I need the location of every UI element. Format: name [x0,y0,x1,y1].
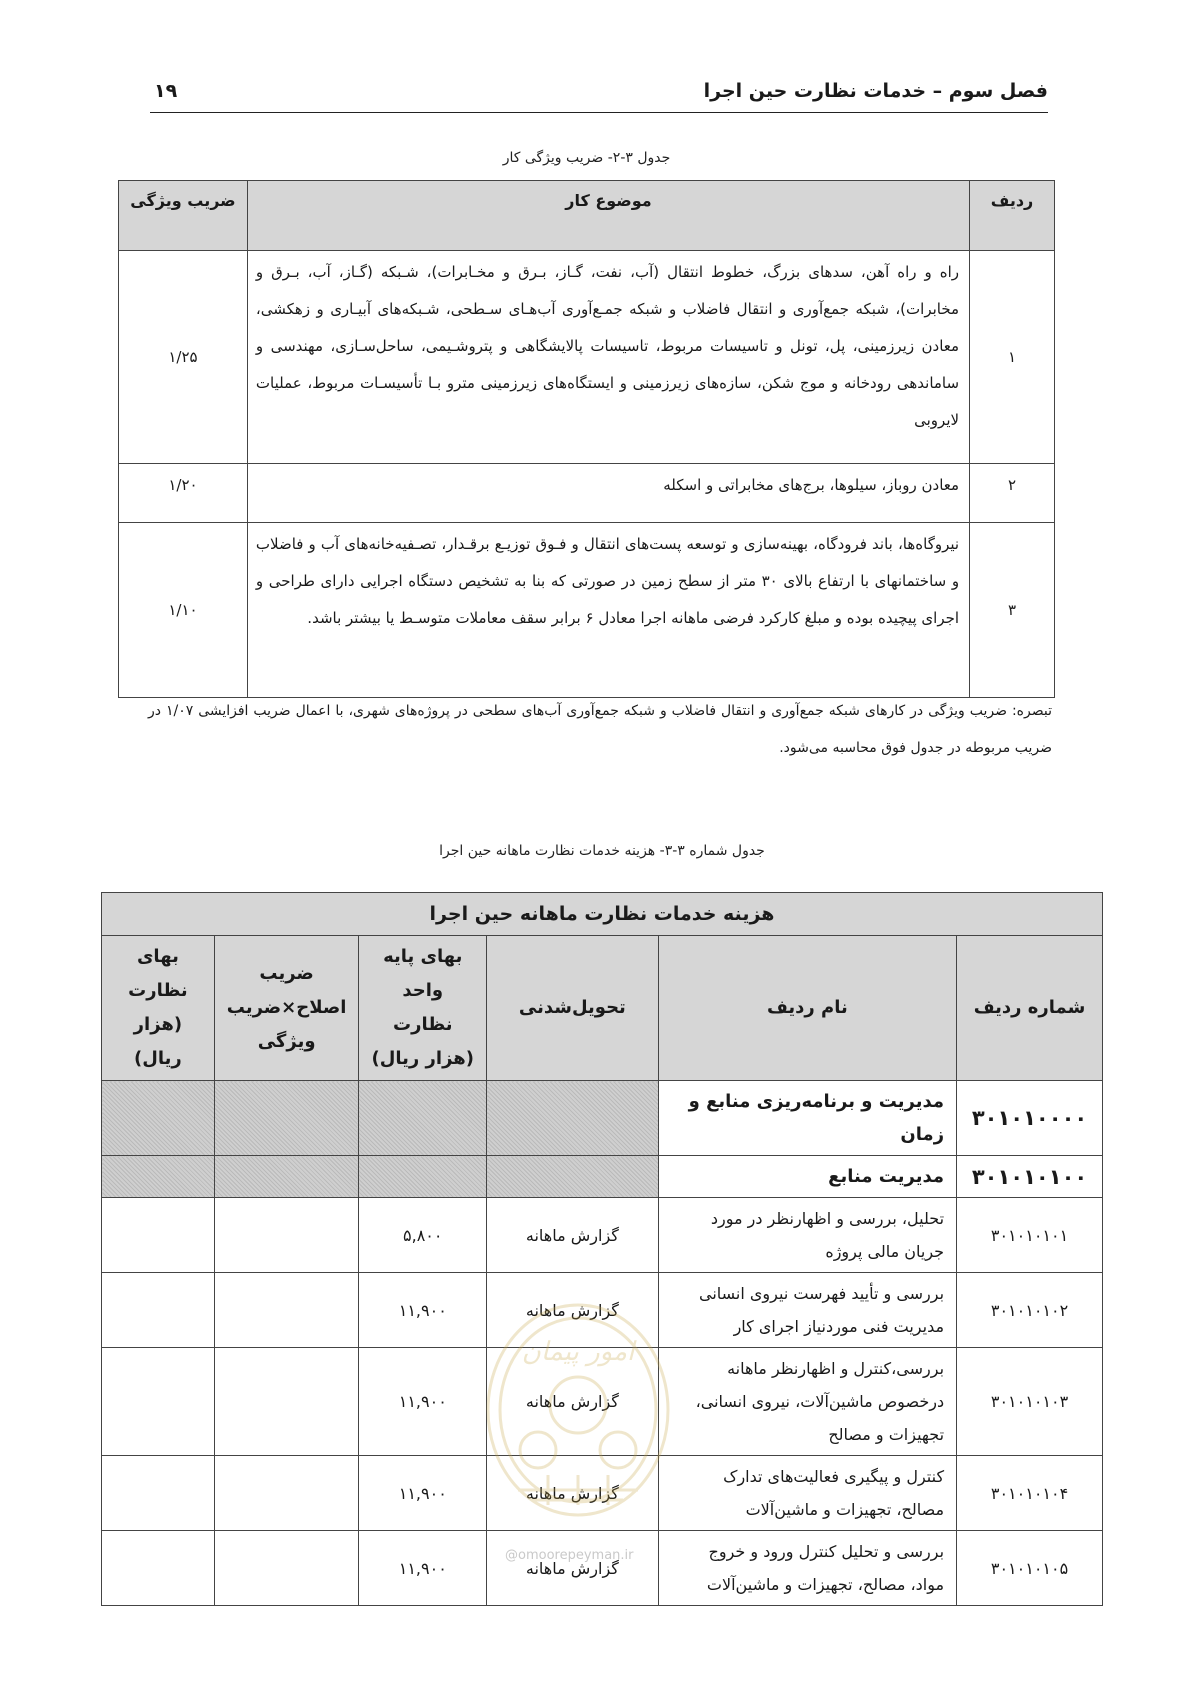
row-code: ۳۰۱۰۱۰۱۰۳ [957,1348,1103,1456]
row-number: ۲ [970,464,1055,523]
row-code: ۳۰۱۰۱۰۱۰۴ [957,1456,1103,1531]
header-row-number: ردیف [970,181,1055,251]
group-code: ۳۰۱۰۱۰۱۰۰ [957,1156,1103,1198]
row-factor [214,1348,359,1456]
row-code: ۳۰۱۰۱۰۱۰۱ [957,1198,1103,1273]
row-name: کنترل و پیگیری فعالیت‌های تدارک مصالح، تجهیزات و ماشین‌آلات [658,1456,956,1531]
row-price [102,1198,215,1273]
row-base-price: ۱۱,۹۰۰ [359,1456,487,1531]
row-name: تحلیل، بررسی و اظهارنظر در مورد جریان مالی پروژه [658,1198,956,1273]
row-deliverable: گزارش ماهانه [487,1198,659,1273]
header-name: نام ردیف [658,936,956,1081]
shaded-cell [214,1081,359,1156]
row-base-price: ۵,۸۰۰ [359,1198,487,1273]
row-coefficient: ۱/۱۰ [119,523,248,698]
page-header [150,72,1048,113]
group-row [102,1156,1103,1198]
table1-caption: جدول ۳-۲- ضریب ویژگی کار [502,150,671,166]
at-icon: @ [505,1548,518,1563]
page-number: ۱۹ [154,80,178,102]
header-subject: موضوع کار [247,181,969,251]
row-subject: راه و راه آهن، سدهای بزرگ، خطوط انتقال (آب، نفت، گـاز، بـرق و مخـابرات)، شـبکه (گـاز، آب، بـرق و مخابرات)، شبکه جمع‌آوری و انتقال فاضلاب و شبکه جمـع‌آوری آب‌هـای سـطحی، شـبکه‌های آبیـاری و زهکشی، معادن زیرزمینی، پل، تونل و تاسیسات مربوط، تاسیسات پالایشگاهی و پتروشـیمی، ساحل‌سـازی، مهندسی و ساماندهی رودخانه و موج شکن، سازه‌های زیرزمینی و ایستگاه‌های زیرزمینی مترو بـا تأسیسـات مربوط، عملیات لایروبی [247,251,969,464]
row-code: ۳۰۱۰۱۰۱۰۲ [957,1273,1103,1348]
coefficient-table [118,180,1055,698]
row-number: ۳ [970,523,1055,698]
row-price [102,1531,215,1606]
site-watermark [505,1548,633,1563]
shaded-cell [359,1081,487,1156]
row-price [102,1273,215,1348]
shaded-cell [359,1156,487,1198]
row-deliverable: گزارش ماهانه [487,1348,659,1456]
shaded-cell [214,1156,359,1198]
header-base-price: بهای پایه واحد نظارت (هزار ریال) [359,936,487,1081]
row-coefficient: ۱/۲۰ [119,464,248,523]
row-base-price: ۱۱,۹۰۰ [359,1273,487,1348]
chapter-title: فصل سوم – خدمات نظارت حین اجرا [703,80,1048,102]
row-number: ۱ [970,251,1055,464]
header-coefficient: ضریب ویژگی [119,181,248,251]
row-deliverable: گزارش ماهانه [487,1456,659,1531]
group-row [102,1081,1103,1156]
header-factor: ضریب اصلاح×ضریب ویژگی [214,936,359,1081]
row-subject: معادن روباز، سیلوها، برج‌های مخابراتی و اسکله [247,464,969,523]
table2-header-row [102,936,1103,1081]
row-subject: نیروگاه‌ها، باند فرودگاه، بهینه‌سازی و توسعه پست‌های انتقال و فـوق توزیـع برقـدار، تصـفیه‌خانه‌های آب و فاضلاب و ساختمانهای با ارتفاع بالای ۳۰ متر از سطح زمین در صورتی که بنا به تشخیص دستگاه اجرایی دارای طراحی و اجرای پیچیده بوده و مبلغ کارکرد فرضی ماهانه اجرا معادل ۶ برابر سقف معاملات متوسـط یا بیشتر باشد. [247,523,969,698]
table-row [119,464,1055,523]
shaded-cell [487,1081,659,1156]
row-code: ۳۰۱۰۱۰۱۰۵ [957,1531,1103,1606]
group-name: مدیریت منابع [658,1156,956,1198]
row-name: بررسی و تحلیل کنترل ورود و خروج مواد، مصالح، تجهیزات و ماشین‌آلات [658,1531,956,1606]
row-name: بررسی،کنترل و اظهارنظر ماهانه درخصوص ماشین‌آلات، نیروی انسانی، تجهیزات و مصالح [658,1348,956,1456]
row-coefficient: ۱/۲۵ [119,251,248,464]
table-row [119,251,1055,464]
header-price: بهای نظارت (هزار ریال) [102,936,215,1081]
shaded-cell [487,1156,659,1198]
row-price [102,1456,215,1531]
table-row [102,1531,1103,1606]
table2-title-row [102,893,1103,936]
table-row [119,523,1055,698]
group-code: ۳۰۱۰۱۰۰۰۰ [957,1081,1103,1156]
row-name: بررسی و تأیید فهرست نیروی انسانی مدیریت فنی موردنیاز اجرای کار [658,1273,956,1348]
row-factor [214,1531,359,1606]
shaded-cell [102,1081,215,1156]
seal-watermark-icon [478,1300,678,1530]
row-factor [214,1456,359,1531]
site-watermark-text: omoorepeyman.ir [518,1548,634,1563]
row-deliverable: گزارش ماهانه [487,1273,659,1348]
group-name: مدیریت و برنامه‌ریزی منابع و زمان [658,1081,956,1156]
row-price [102,1348,215,1456]
table2-title: هزینه خدمات نظارت ماهانه حین اجرا [102,893,1103,936]
table2-caption: جدول شماره ۳-۳- هزینه خدمات نظارت ماهانه حین اجرا [439,843,765,859]
row-deliverable: گزارش ماهانه [487,1531,659,1606]
table1-note: تبصره: ضریب ویژگی در کارهای شبکه جمع‌آوری و انتقال فاضلاب و شبکه جمع‌آوری آب‌های سطحی در پروژه‌های شهری، با اعمال ضریب افزایشی ۱/۰۷ در ضریب مربوطه در جدول فوق محاسبه می‌شود. [148,703,1052,756]
table1-header-row [119,181,1055,251]
row-factor [214,1273,359,1348]
header-code: شماره ردیف [957,936,1103,1081]
row-base-price: ۱۱,۹۰۰ [359,1531,487,1606]
row-factor [214,1198,359,1273]
seal-text: امور پیمان [521,1337,635,1367]
row-base-price: ۱۱,۹۰۰ [359,1348,487,1456]
header-deliverable: تحویل‌شدنی [487,936,659,1081]
shaded-cell [102,1156,215,1198]
table-row [102,1198,1103,1273]
